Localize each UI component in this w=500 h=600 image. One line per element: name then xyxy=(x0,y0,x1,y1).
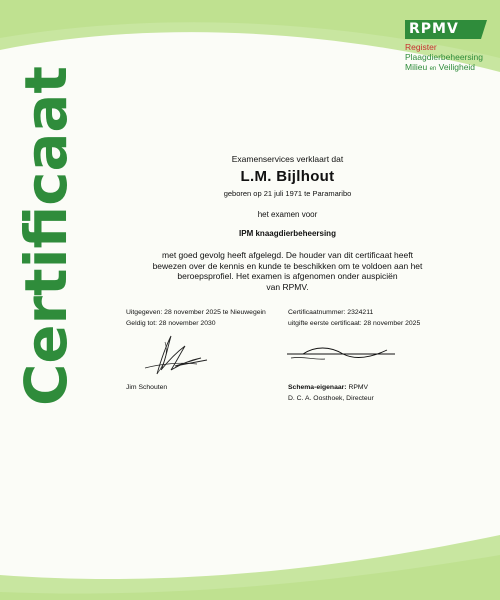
schema-owner-label: Schema-eigenaar: xyxy=(288,384,347,391)
logo-line-plaagdier: Plaagdierbeheersing xyxy=(405,52,483,62)
holder-name: L.M. Bijlhout xyxy=(240,168,335,185)
schema-owner xyxy=(288,384,368,391)
logo-line-milieu: Milieu en Veiligheid xyxy=(405,62,476,72)
body-line: met goed gevolg heeft afgelegd. De houder van dit certificaat heeft xyxy=(162,250,413,260)
rpmv-logo-box xyxy=(405,20,481,39)
signature-right xyxy=(285,342,405,366)
signature-left xyxy=(135,330,215,378)
exam-label: het examen voor xyxy=(257,210,318,219)
signer-left-name: Jim Schouten xyxy=(126,384,168,391)
birth-info: geboren op 21 juli 1971 te Paramaribo xyxy=(223,189,352,198)
certificate-body xyxy=(115,250,460,292)
valid-until: Geldig tot: 28 november 2030 xyxy=(126,320,216,327)
body-line: bewezen over de kennis en kunde te beschikken om te voldoen aan het xyxy=(152,260,423,271)
signer-right-name: D. C. A. Oosthoek, Directeur xyxy=(288,395,374,402)
vertical-title: Certificaat xyxy=(12,64,80,406)
rpmv-brand-text: RPMV xyxy=(409,21,459,37)
issued-info: Uitgegeven: 28 november 2025 te Nieuwegein xyxy=(126,309,266,316)
logo-line-register: Register xyxy=(405,42,437,52)
intro-text: Examenservices verklaart dat xyxy=(231,154,344,164)
body-line: beroepsprofiel. Het examen is afgenomen onder auspiciën xyxy=(177,271,398,281)
schema-owner-value: RPMV xyxy=(348,384,369,391)
first-issue-date: uitgifte eerste certificaat: 28 november 2025 xyxy=(288,320,421,327)
vertical-title-container xyxy=(10,60,80,410)
rpmv-logo xyxy=(405,20,493,74)
certificate-number: Certificaatnummer: 2324211 xyxy=(288,309,374,316)
body-line: van RPMV. xyxy=(266,281,309,292)
course-name: IPM knaagdierbeheersing xyxy=(239,229,336,238)
